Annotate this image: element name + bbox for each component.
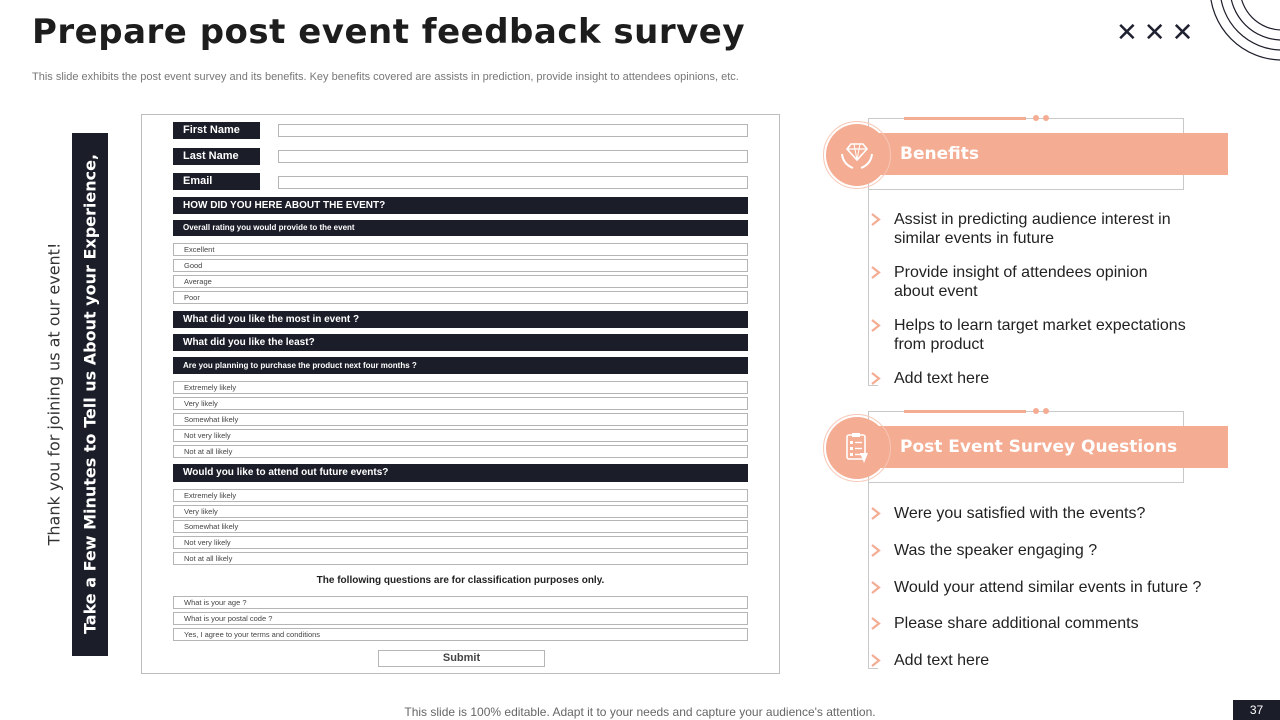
email-label: Email	[173, 173, 260, 190]
question-item	[870, 578, 1220, 597]
chevron-right-icon	[870, 617, 884, 630]
question-rating-header: Overall rating you would provide to the event	[173, 220, 748, 236]
question-item	[870, 614, 1220, 633]
future-option[interactable]: Not at all likely	[173, 552, 748, 565]
rating-option[interactable]: Excellent	[173, 243, 748, 256]
chevron-right-icon	[870, 507, 884, 520]
rating-option[interactable]: Average	[173, 275, 748, 288]
chevron-right-icon	[870, 319, 884, 332]
purchase-option[interactable]: Not at all likely	[173, 445, 748, 458]
rating-option[interactable]: Good	[173, 259, 748, 272]
purchase-option[interactable]: Very likely	[173, 397, 748, 410]
future-option[interactable]: Extremely likely	[173, 489, 748, 502]
first-name-label: First Name	[173, 122, 260, 139]
submit-button[interactable]: Submit	[378, 650, 545, 667]
question-item-text: Please share additional comments	[894, 615, 1139, 632]
decor-circles-icon	[1200, 0, 1280, 70]
questions-accent-dot	[1043, 408, 1049, 414]
benefit-item	[870, 263, 1220, 301]
side-thank-you-text: Thank you for joining us at our event!	[44, 242, 64, 546]
benefit-item-text: Helps to learn target market expectations from product	[894, 317, 1186, 353]
page-number: 37	[1233, 700, 1280, 720]
last-name-input[interactable]	[278, 150, 748, 163]
questions-accent-dot	[1033, 408, 1039, 414]
postal-code-field[interactable]: What is your postal code ?	[173, 612, 748, 625]
last-name-label: Last Name	[173, 148, 260, 165]
benefits-accent-line	[904, 117, 1026, 120]
decor-x-marks: ✕✕✕	[1116, 18, 1200, 48]
email-input[interactable]	[278, 176, 748, 189]
benefit-item	[870, 316, 1220, 354]
question-item	[870, 504, 1220, 523]
question-hear-header: HOW DID YOU HERE ABOUT THE EVENT?	[173, 197, 748, 214]
survey-checklist-icon	[826, 417, 888, 479]
question-future-header: Would you like to attend out future events?	[173, 464, 748, 482]
benefits-accent-dot	[1033, 115, 1039, 121]
page-title: Prepare post event feedback survey	[32, 12, 746, 52]
question-item-text: Add text here	[894, 652, 990, 669]
benefit-item-text: Assist in predicting audience interest in similar events in future	[894, 211, 1171, 247]
questions-heading: Post Event Survey Questions	[868, 426, 1228, 468]
future-option[interactable]: Not very likely	[173, 536, 748, 549]
benefits-heading: Benefits	[868, 133, 1228, 175]
chevron-right-icon	[870, 372, 884, 385]
future-option[interactable]: Very likely	[173, 505, 748, 518]
question-most-header: What did you like the most in event ?	[173, 311, 748, 328]
question-purchase-header: Are you planning to purchase the product next four months ?	[173, 357, 748, 374]
question-item-text: Were you satisfied with the events?	[894, 505, 1146, 522]
questions-accent-line	[904, 410, 1026, 413]
benefit-item	[870, 210, 1220, 248]
page-subtitle: This slide exhibits the post event survey and its benefits. Key benefits covered are assists in prediction, provide insight to attendees opinions, etc.	[32, 71, 739, 83]
diamond-in-hands-icon	[826, 124, 888, 186]
benefits-accent-dot	[1043, 115, 1049, 121]
benefit-item-text: Provide insight of attendees opinion about event	[894, 264, 1148, 300]
chevron-right-icon	[870, 213, 884, 226]
purchase-option[interactable]: Somewhat likely	[173, 413, 748, 426]
future-option[interactable]: Somewhat likely	[173, 520, 748, 533]
question-item	[870, 651, 1220, 670]
question-item-text: Would your attend similar events in future ?	[894, 579, 1202, 596]
question-item-text: Was the speaker engaging ?	[894, 542, 1098, 559]
purchase-option[interactable]: Extremely likely	[173, 381, 748, 394]
first-name-input[interactable]	[278, 124, 748, 137]
chevron-right-icon	[870, 581, 884, 594]
rating-option[interactable]: Poor	[173, 291, 748, 304]
question-item	[870, 541, 1220, 560]
footer-note: This slide is 100% editable. Adapt it to your needs and capture your audience's attention.	[404, 705, 876, 719]
chevron-right-icon	[870, 266, 884, 279]
benefit-item	[870, 369, 1220, 388]
side-banner-text: Take a Few Minutes to Tell us About your Experience,	[80, 153, 100, 635]
chevron-right-icon	[870, 654, 884, 667]
question-least-header: What did you like the least?	[173, 334, 748, 351]
benefit-item-text: Add text here	[894, 370, 990, 387]
classification-note: The following questions are for classification purposes only.	[316, 575, 605, 586]
terms-agree-field[interactable]: Yes, I agree to your terms and conditions	[173, 628, 748, 641]
purchase-option[interactable]: Not very likely	[173, 429, 748, 442]
age-field[interactable]: What is your age ?	[173, 596, 748, 609]
chevron-right-icon	[870, 544, 884, 557]
